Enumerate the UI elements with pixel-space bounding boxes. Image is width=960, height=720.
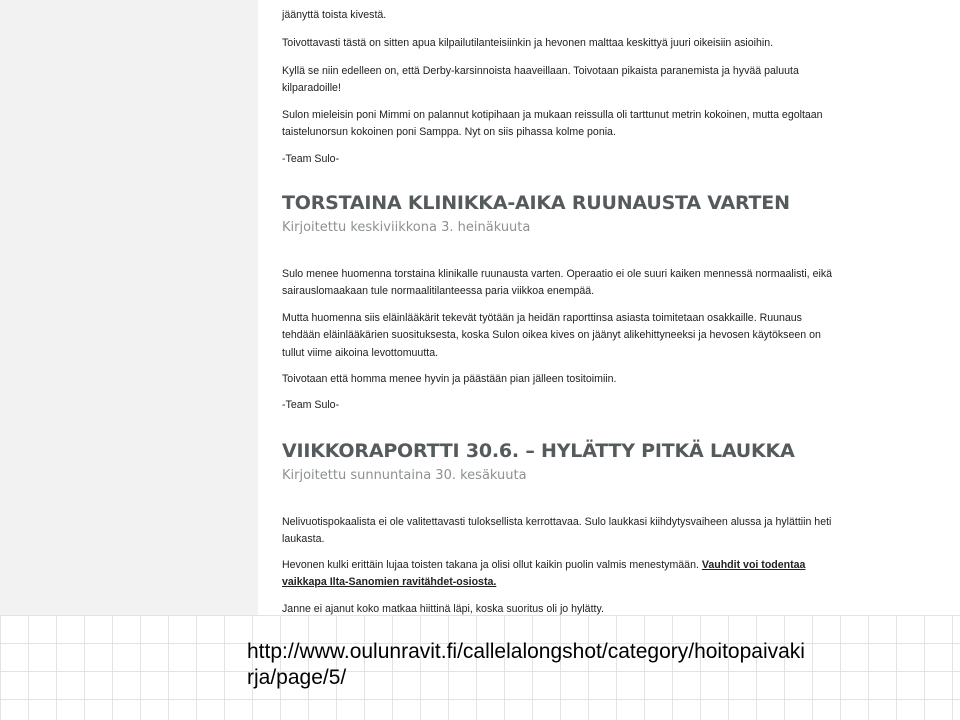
post-title-report[interactable]: VIIKKORAPORTTI 30.6. – HYLÄTTY PITKÄ LAUKKA: [282, 440, 795, 462]
report-post-paragraph: Janne ei ajanut koko matkaa hiittinä läpi, koska suoritus oli jo hylätty.: [282, 602, 604, 615]
previous-post-paragraph: Toivottavasti tästä on sitten apua kilpailutilanteisiinkin ja hevonen malttaa keskittyä juuri oikeisiin asioihin.: [282, 36, 774, 49]
previous-post-paragraph: Sulon mieleisin poni Mimmi on palannut kotipihaan ja mukaan reissulla oli tarttunut metrin kokoinen, mutta egoltaan taistelunorsun kokoinen poni Samppa. Nyt on siis pihassa kolme ponia.: [282, 108, 823, 139]
report-post-paragraph: Nelivuotispokaalista ei ole valitettavasti tuloksellista kerrottavaa. Sulo laukkasi kiihdytysvaiheen alussa ja hylättiin heti laukasta.: [282, 515, 832, 546]
previous-post-signature: -Team Sulo-: [282, 152, 340, 165]
previous-post-paragraph: jäänyttä toista kivestä.: [282, 8, 387, 21]
ilta-sanomat-link[interactable]: Vauhdit voi todentaa vaikkapa Ilta-Sanomien ravitähdet-osiosta.: [282, 558, 806, 589]
clinic-post-paragraph: Mutta huomenna siis eläinlääkärit tekevät työtään ja heidän raporttinsa asiasta toimitetaan osakkaille. Ruunaus tehdään eläinlääkärien suosituksesta, koska Sulon oikea kives on jäänyt alikehittyneeksi ja hevosen käytökseen on tullut viime aikoina levottomuutta.: [282, 311, 821, 359]
source-url-caption: http://www.oulunravit.fi/callelalongshot/category/hoitopaivakirja/page/5/: [247, 640, 805, 689]
report-post-text: Hevonen kulki erittäin lujaa toisten takana ja olisi ollut kaikin puolin valmis menestymään.: [282, 558, 699, 571]
blog-content-area: [258, 0, 960, 615]
post-meta-clinic: Kirjoitettu keskiviikkona 3. heinäkuuta: [282, 220, 531, 235]
post-title-clinic[interactable]: TORSTAINA KLINIKKA-AIKA RUUNAUSTA VARTEN: [282, 192, 790, 214]
clinic-post-signature: -Team Sulo-: [282, 398, 340, 411]
report-post-paragraph: [282, 557, 842, 592]
clinic-post-paragraph: Sulo menee huomenna torstaina klinikalle ruunausta varten. Operaatio ei ole suuri kaiken mennessä normaalisti, eikä sairauslomaakaan tule normaalitilanteessa paria viikkoa enempää.: [282, 267, 833, 298]
clinic-post-paragraph: Toivotaan että homma menee hyvin ja päästään pian jälleen tositoimiin.: [282, 372, 617, 385]
left-sidebar: [0, 0, 258, 615]
post-meta-report: Kirjoitettu sunnuntaina 30. kesäkuuta: [282, 468, 527, 483]
previous-post-paragraph: Kyllä se niin edelleen on, että Derby-karsinnoista haaveillaan. Toivotaan pikaista paranemista ja hyvää paluuta kilparadoille!: [282, 64, 799, 95]
